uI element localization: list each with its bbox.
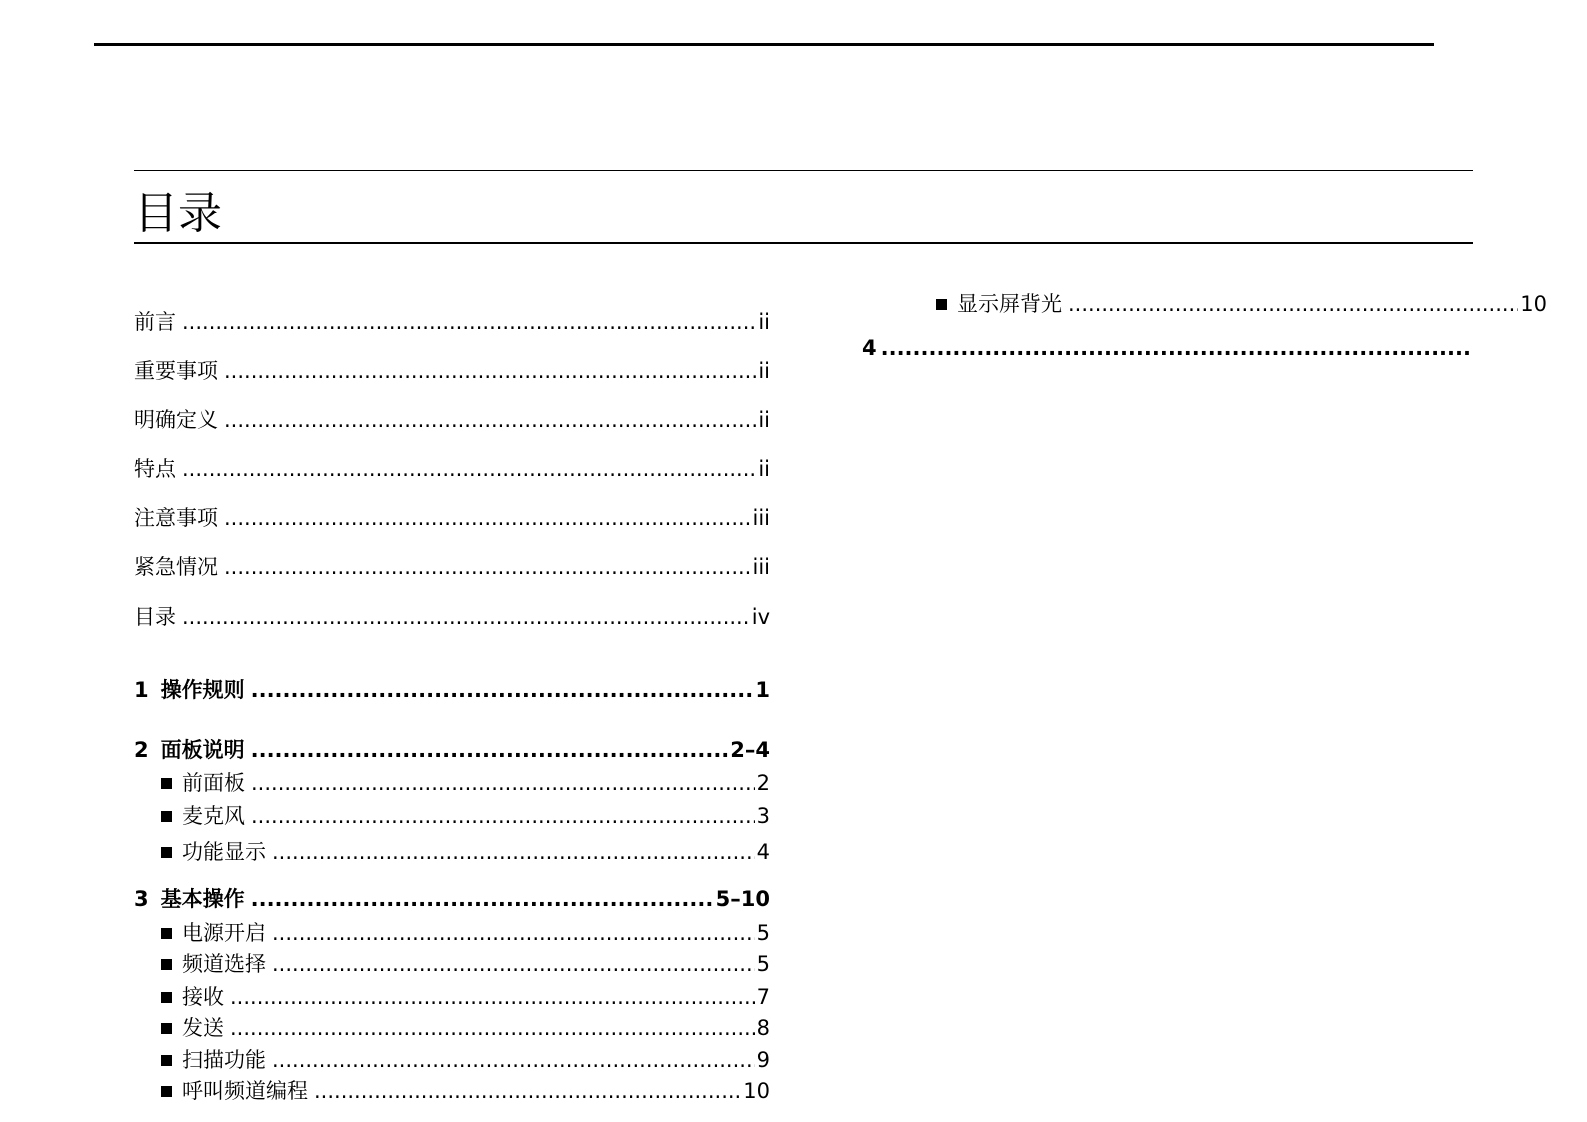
toc-entry-page: iv <box>751 605 770 629</box>
toc-entry-page: 2 <box>756 771 770 795</box>
toc-entry-page: 5 <box>756 921 770 945</box>
toc-subentry-channel-select[interactable] <box>161 949 770 979</box>
square-bullet-icon <box>936 299 947 310</box>
toc-subentry-microphone[interactable] <box>161 801 770 831</box>
toc-leader <box>251 801 755 831</box>
toc-entry-page: 8 <box>756 1016 770 1040</box>
toc-leader <box>230 1013 755 1043</box>
toc-entry-label: 发送 <box>182 1016 224 1040</box>
toc-entry-label: 扫描功能 <box>182 1048 266 1072</box>
toc-entry-label: 前言 <box>134 310 176 334</box>
toc-entry-page: 5 <box>756 952 770 976</box>
title-rule-top <box>134 170 1473 171</box>
toc-entry-page: 4 <box>756 840 770 864</box>
toc-entry-page: 9 <box>756 1048 770 1072</box>
toc-entry-page: iii <box>752 506 770 530</box>
toc-entry-page: ii <box>758 408 770 432</box>
toc-subentry-transmit[interactable] <box>161 1013 770 1043</box>
toc-entry-emergency[interactable] <box>134 552 770 582</box>
square-bullet-icon <box>161 811 172 822</box>
toc-chapter-label: 操作规则 <box>160 678 245 702</box>
toc-entry-label: 前面板 <box>182 771 245 795</box>
toc-chapter-number: 2 <box>134 738 149 762</box>
toc-subentry-function-display[interactable] <box>161 837 770 867</box>
toc-chapter-4[interactable] <box>862 333 1472 363</box>
toc-chapter-page: 2–4 <box>730 738 770 762</box>
toc-entry-label: 注意事项 <box>134 506 218 530</box>
toc-entry-label: 明确定义 <box>134 408 218 432</box>
toc-leader <box>224 552 750 582</box>
toc-entry-precautions[interactable] <box>134 503 770 533</box>
toc-entry-features[interactable] <box>134 454 770 484</box>
toc-entry-label: 麦克风 <box>182 804 245 828</box>
toc-entry-definitions[interactable] <box>134 405 770 435</box>
toc-entry-page: iii <box>752 555 770 579</box>
toc-entry-label: 频道选择 <box>182 952 266 976</box>
toc-entry-page: ii <box>758 310 770 334</box>
toc-chapter-number: 3 <box>134 887 149 911</box>
square-bullet-icon <box>161 992 172 1003</box>
toc-leader <box>251 735 729 765</box>
toc-entry-label: 接收 <box>182 985 224 1009</box>
toc-chapter-2[interactable] <box>134 735 770 765</box>
toc-leader <box>1068 289 1518 319</box>
toc-subentry-front-panel[interactable] <box>161 768 770 798</box>
toc-leader <box>224 356 756 386</box>
toc-leader <box>272 949 755 979</box>
toc-chapter-3[interactable] <box>134 884 770 914</box>
title-rule-bottom <box>134 242 1473 244</box>
toc-subentry-power-on[interactable] <box>161 918 770 948</box>
toc-entry-page: 10 <box>743 1079 770 1103</box>
square-bullet-icon <box>161 1086 172 1097</box>
toc-entry-label: 呼叫频道编程 <box>182 1079 308 1103</box>
toc-leader <box>182 602 750 632</box>
square-bullet-icon <box>161 778 172 789</box>
toc-leader <box>182 454 756 484</box>
toc-entry-important-notice[interactable] <box>134 356 770 386</box>
toc-entry-page: 7 <box>756 985 770 1009</box>
square-bullet-icon <box>161 928 172 939</box>
square-bullet-icon <box>161 1023 172 1034</box>
toc-subentry-call-channel-programming[interactable] <box>161 1076 770 1106</box>
toc-leader <box>272 918 755 948</box>
toc-entry-label: 紧急情况 <box>134 555 218 579</box>
toc-entry-page: 10 <box>1520 292 1547 316</box>
toc-leader <box>272 1045 755 1075</box>
toc-entry-contents[interactable] <box>134 602 770 632</box>
toc-leader <box>251 884 714 914</box>
toc-leader <box>881 333 1472 363</box>
square-bullet-icon <box>161 959 172 970</box>
toc-entry-label: 功能显示 <box>182 840 266 864</box>
toc-subentry-display-backlight[interactable] <box>936 289 1547 319</box>
square-bullet-icon <box>161 847 172 858</box>
header-rule <box>94 43 1434 46</box>
toc-chapter-number: 1 <box>134 678 149 702</box>
toc-leader <box>251 675 754 705</box>
toc-entry-label: 重要事项 <box>134 359 218 383</box>
toc-leader <box>230 982 755 1012</box>
toc-chapter-label: 基本操作 <box>160 887 245 911</box>
toc-entry-page: 3 <box>756 804 770 828</box>
toc-subentry-receive[interactable] <box>161 982 770 1012</box>
toc-leader <box>182 307 756 337</box>
toc-leader <box>251 768 755 798</box>
toc-entry-page: ii <box>758 457 770 481</box>
toc-entry-label: 目录 <box>134 605 176 629</box>
toc-chapter-page: 5–10 <box>715 887 770 911</box>
toc-leader <box>314 1076 741 1106</box>
toc-entry-label: 显示屏背光 <box>957 292 1062 316</box>
toc-subentry-scan-function[interactable] <box>161 1045 770 1075</box>
toc-chapter-1[interactable] <box>134 675 770 705</box>
square-bullet-icon <box>161 1055 172 1066</box>
toc-entry-label: 电源开启 <box>182 921 266 945</box>
toc-entry-preface[interactable] <box>134 307 770 337</box>
toc-leader <box>272 837 755 867</box>
toc-entry-label: 特点 <box>134 457 176 481</box>
toc-chapter-label: 面板说明 <box>160 738 245 762</box>
toc-leader <box>224 503 750 533</box>
toc-leader <box>224 405 756 435</box>
page-title: 目录 <box>134 188 222 239</box>
toc-entry-page: ii <box>758 359 770 383</box>
toc-chapter-page: 1 <box>755 678 770 702</box>
toc-chapter-number: 4 <box>862 336 877 360</box>
